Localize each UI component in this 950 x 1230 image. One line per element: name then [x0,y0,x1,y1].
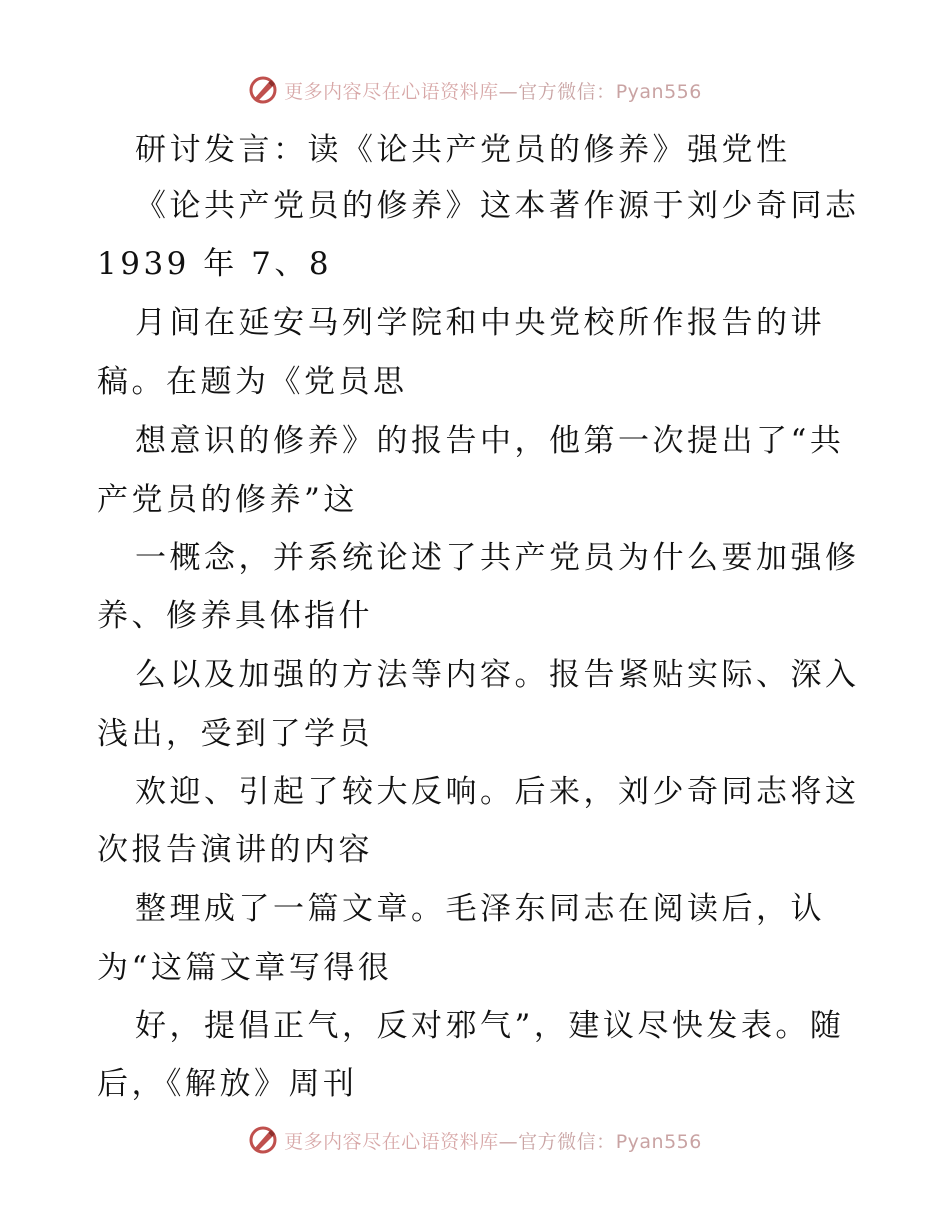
paragraph-line: 欢迎、引起了较大反响。后来，刘少奇同志将这 [135,774,860,810]
paragraph-line: 后，《解放》周刊 [97,1066,358,1102]
document-title: 研讨发言：读《论共产党员的修养》强党性 [135,132,791,168]
paragraph-line: 好，提倡正气，反对邪气”，建议尽快发表。随 [135,1008,845,1044]
paragraph-line: 稿。在题为《党员思 [97,364,408,400]
watermark-main: 更多内容尽在心语资料库 [284,80,499,103]
paragraph-line: 养、修养具体指什 [97,598,373,634]
paragraph-line: 浅出，受到了学员 [97,716,373,752]
paragraph-line: 为“这篇文章写得很 [97,950,393,986]
watermark-wechat-id: Pyan556 [615,80,702,103]
paragraph-line: 《论共产党员的修养》这本著作源于刘少奇同志 [135,188,860,224]
watermark-wechat-id: Pyan556 [615,1130,702,1153]
pen-logo-icon [248,75,278,105]
paragraph-line: 产党员的修养”这 [97,482,358,518]
watermark-separator: —官方微信： [498,80,616,103]
watermark-main: 更多内容尽在心语资料库 [284,1130,499,1153]
paragraph-line: 月间在延安马列学院和中央党校所作报告的讲 [135,305,825,341]
paragraph-line: 想意识的修养》的报告中，他第一次提出了“共 [135,423,845,459]
watermark-separator: —官方微信： [498,1130,616,1153]
footer-watermark-banner [0,1120,950,1160]
header-watermark-banner [0,70,950,110]
paragraph-line: 次报告演讲的内容 [97,832,373,868]
paragraph-line: 整理成了一篇文章。毛泽东同志在阅读后，认 [135,891,825,927]
pen-logo-icon [248,1125,278,1155]
watermark-text [284,77,702,104]
paragraph-line: 一概念，并系统论述了共产党员为什么要加强修 [135,540,860,576]
paragraph-line: 1939 年 7、8 [97,246,333,282]
watermark-text [284,1127,702,1154]
paragraph-line: 么以及加强的方法等内容。报告紧贴实际、深入 [135,657,860,693]
